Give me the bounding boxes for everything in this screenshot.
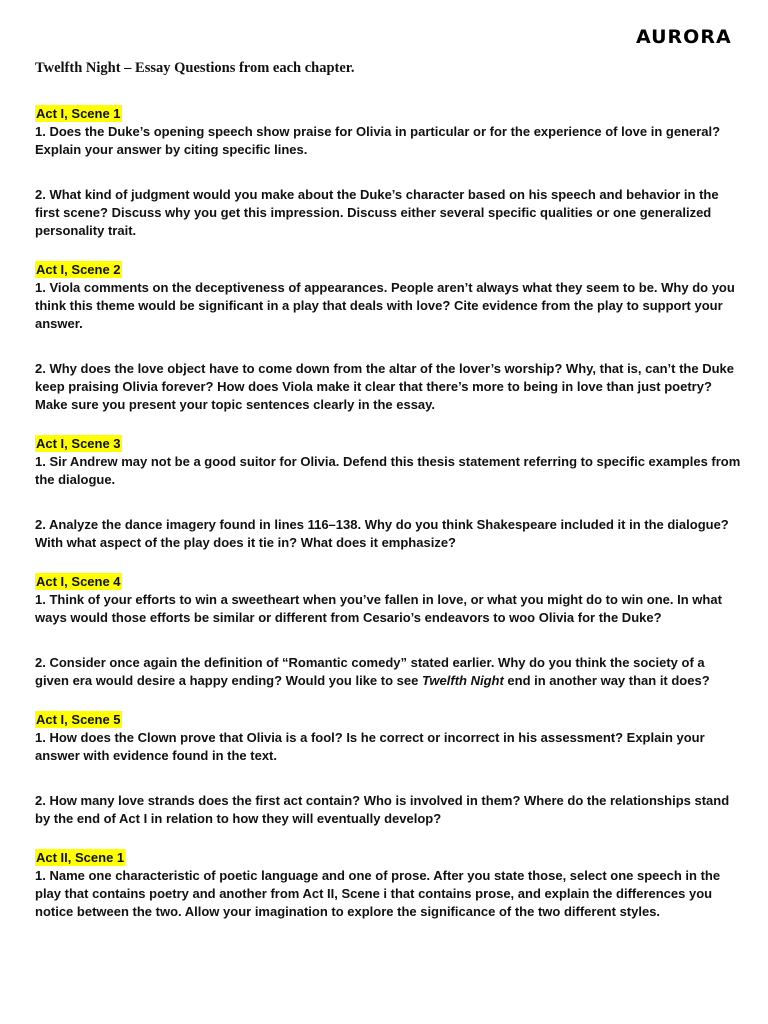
scene-heading: Act I, Scene 2 [36, 262, 121, 277]
section-act1-scene5 [35, 711, 741, 828]
question-1: 1. Think of your efforts to win a sweetheart when you’ve fallen in love, or what you might do to win one. In what ways would those efforts be similar or different from Cesario’s endeavors to woo Olivia for the Duke? [35, 592, 722, 625]
scene-heading: Act I, Scene 3 [36, 436, 121, 451]
scene-heading: Act I, Scene 1 [36, 106, 121, 121]
play-title-italic: Twelfth Night [421, 673, 504, 688]
section-act1-scene1 [35, 105, 741, 240]
question-text: 2. Consider once again the definition of “Romantic comedy” stated earlier. Why do you think the society of a given era would desire a happy ending? Would you like to see [35, 655, 705, 688]
question-2 [35, 654, 741, 690]
question-1: 1. Does the Duke’s opening speech show praise for Olivia in particular or for the experience of love in general? Explain your answer by citing specific lines. [35, 124, 721, 157]
aurora-logo: AURORA [636, 26, 732, 48]
section-act2-scene1 [35, 849, 741, 921]
question-1: 1. How does the Clown prove that Olivia is a fool? Is he correct or incorrect in his assessment? Explain your answer with evidence found in the text. [35, 730, 705, 763]
document-title: Twelfth Night – Essay Questions from each chapter. [35, 60, 355, 76]
question-text: end in another way than it does? [503, 673, 710, 688]
essay-questions [35, 105, 741, 942]
section-act1-scene2 [35, 261, 741, 414]
section-act1-scene4 [35, 573, 741, 690]
scene-heading: Act I, Scene 4 [36, 574, 121, 589]
question-2: 2. How many love strands does the first act contain? Who is involved in them? Where do the relationships stand by the end of Act I in relation to how they will eventually develop? [35, 793, 730, 826]
section-act1-scene3 [35, 435, 741, 552]
question-1: 1. Name one characteristic of poetic language and one of prose. After you state those, select one speech in the play that contains poetry and another from Act II, Scene i that contains prose, and explain the differences you notice between the two. Allow your imagination to explore the significance of the two different styles. [35, 868, 721, 919]
scene-heading: Act I, Scene 5 [36, 712, 121, 727]
question-2: 2. Analyze the dance imagery found in lines 116–138. Why do you think Shakespeare included it in the dialogue? With what aspect of the play does it tie in? What does it emphasize? [35, 517, 729, 550]
question-2: 2. Why does the love object have to come down from the altar of the lover’s worship? Why, that is, can’t the Duke keep praising Olivia forever? How does Viola make it clear that there’s more to being in love than just poetry? Make sure you present your topic sentences clearly in the essay. [35, 361, 734, 412]
question-1: 1. Sir Andrew may not be a good suitor for Olivia. Defend this thesis statement referring to specific examples from the dialogue. [35, 454, 741, 487]
scene-heading: Act II, Scene 1 [36, 850, 125, 865]
question-2: 2. What kind of judgment would you make about the Duke’s character based on his speech and behavior in the first scene? Discuss why you get this impression. Discuss either several specific qualities or one generalized personality trait. [35, 187, 719, 238]
question-1: 1. Viola comments on the deceptiveness of appearances. People aren’t always what they seem to be. Why do you think this theme would be significant in a play that deals with love? Cite evidence from the play to support your answer. [35, 280, 735, 331]
